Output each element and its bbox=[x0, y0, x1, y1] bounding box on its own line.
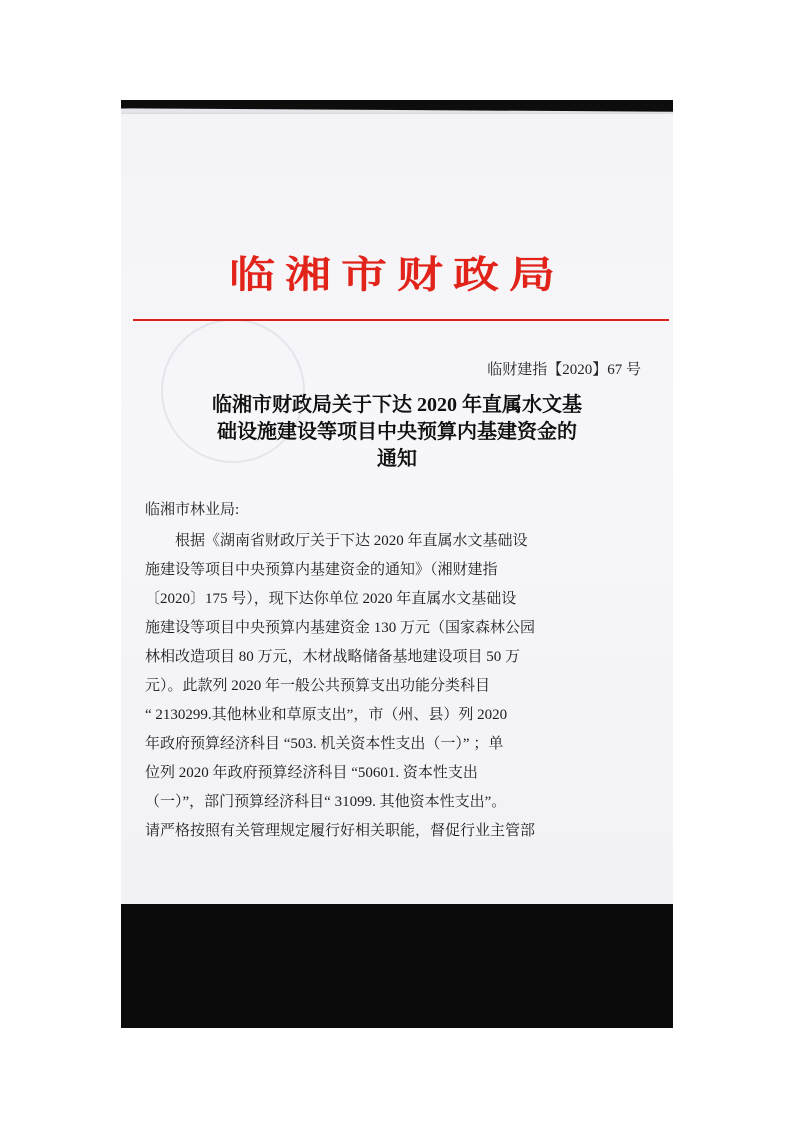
body-line: 位列 2020 年政府预算经济科目 “50601. 资本性支出 bbox=[145, 765, 478, 781]
issuing-authority-header: 临湘市财政局 bbox=[229, 252, 565, 297]
document-sheet bbox=[121, 114, 673, 904]
document-photo bbox=[121, 100, 673, 1028]
body-line: 请严格按照有关管理规定履行好相关职能，督促行业主管部 bbox=[145, 823, 536, 839]
body-line: 年政府预算经济科目 “503. 机关资本性支出（一）” ；单 bbox=[145, 736, 504, 752]
title-line: 础设施建设等项目中央预算内基建资金的 bbox=[217, 421, 577, 443]
body-line: 根据《湖南省财政厅关于下达 2020 年直属水文基础设 bbox=[145, 533, 528, 549]
title-line: 通知 bbox=[377, 448, 417, 470]
title-line: 临湘市财政局关于下达 2020 年直属水文基 bbox=[212, 394, 582, 416]
body-line: 〔2020〕175 号），现下达你单位 2020 年直属水文基础设 bbox=[145, 591, 517, 607]
body-line: （一）”，部门预算经济科目“ 31099. 其他资本性支出”。 bbox=[145, 794, 507, 810]
body-line: 林相改造项目 80 万元，木材战略储备基地建设项目 50 万 bbox=[145, 649, 521, 665]
body-line: “ 2130299.其他林业和草原支出”，市（州、县）列 2020 bbox=[145, 707, 508, 723]
dark-background-strip bbox=[121, 904, 673, 1028]
addressee: 临湘市林业局: bbox=[145, 502, 240, 518]
body-text bbox=[145, 527, 645, 846]
body-line: 施建设等项目中央预算内基建资金 130 万元（国家森林公园 bbox=[145, 620, 536, 636]
document-title bbox=[133, 392, 661, 473]
body-line: 元）。此款列 2020 年一般公共预算支出功能分类科目 bbox=[145, 678, 491, 694]
body-line: 施建设等项目中央预算内基建资金的通知》（湘财建指 bbox=[145, 562, 498, 578]
document-number: 临财建指【2020】67 号 bbox=[487, 362, 641, 378]
red-separator-line bbox=[133, 319, 669, 321]
